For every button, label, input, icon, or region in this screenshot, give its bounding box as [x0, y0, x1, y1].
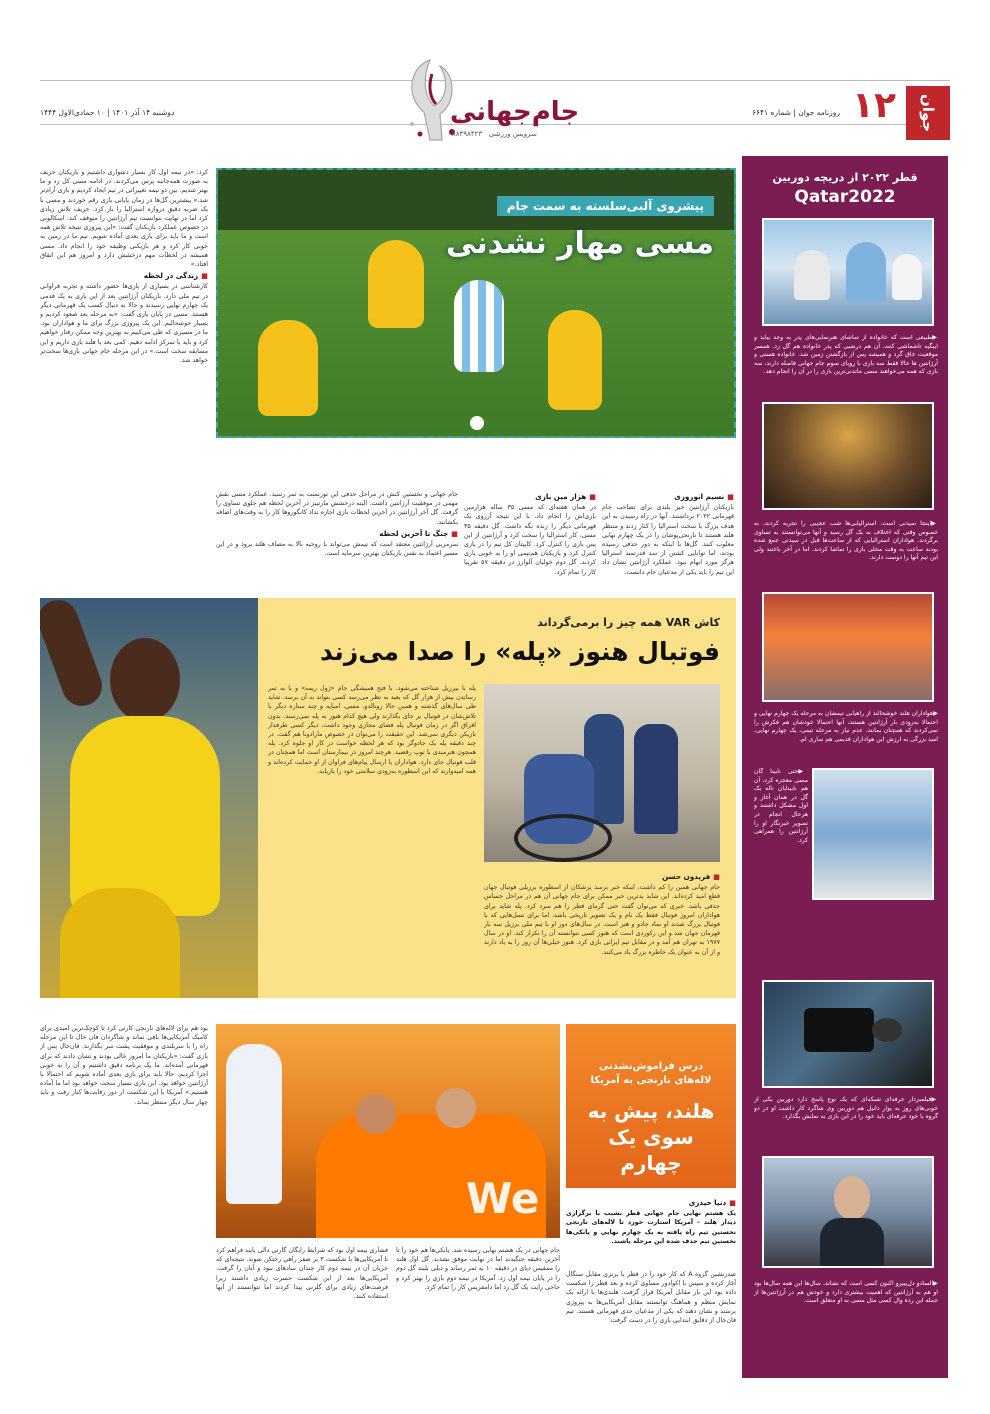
messi-title: مسی مهار نشدنی: [446, 226, 714, 261]
messi-sub-3: ■ زندگی در لحظه: [40, 271, 208, 280]
messi-col-4-text: کرد: «در نیمه اول کار بسیار دشواری داشتیم و بازیکنان حریف به صورت همه‌جانبه پرس می‌کردند. در ادامه مسی کل زد و ما بهتر شدیم. بین دو نیمه تغییراتی در تیم ایجاد کردیم و بازی آرام‌تر شد.» بیشترین گل‌ها در زمان پایانی بازی رقم خوردند و مسی با یک ضربه دقیق دروازه استرالیا را باز کرد. حریف تلاش زیادی کرد اما در نهایت نتوانست تیم آرژانتین را متوقف کند. اسکالونی در خصوص عملکرد بازیکنان گفت: «این پیروزی نتیجه تلاش همه است و ما باید برای بازی بعدی آماده شویم. تیم ما در زمین به خوبی کار کرد و هر بازیکنی وظیفه خود را انجام داد. مسی همیشه در لحظات مهم درخشش دارد و امروز هم این اتفاق افتاد.»: [40, 169, 208, 269]
sidebar-photo-blind-fan: [812, 768, 934, 900]
sidebar-photo-sydney-fans: [762, 402, 934, 510]
netherlands-col-2-text: جام جهانی در یک هشتم نهایی رسیده شد. یانکی‌ها هم خود را تا آخرین دقیقه جنگیدند اما در نهایت موفق نشدند. گل اول هلند را ممفیس دپای در دقیقه ۱۰ به ثمر رساند و دیلی بلیند گل دوم را در پایان نیمه اول زد. آمریکا در نیمه دوم بازی را بهتر کرد و حاجی رایت یک گل زد اما دامفریس کار را تمام کرد.: [396, 1247, 560, 1291]
pele-col-1: [268, 684, 476, 990]
sidebar-caption-3: ▶ هواداران هلند خوشحالند از راهیابی تیمشان به مرحله یک چهارم نهایی و احتمالا به‌زودی بار آرژانتین هستند، آنها احتمالا خودشان هم فکرش را نمی‌کردند که همچنان بمانند. عدم نیاز به مرحله تیمی، یک چهارم نهایی، امید بزرگی به ارزش این هواداران قدیمی هم ساری ام.: [754, 710, 938, 754]
messi-col-2: [464, 490, 596, 590]
netherlands-title: هلند، پیش به سوی یک چهارم: [587, 1099, 715, 1175]
messi-hero-photo: [216, 168, 736, 438]
pele-author: ■ فریدون حسن: [484, 872, 720, 881]
section-title: جام‌جهانی: [450, 97, 580, 127]
netherlands-col-1: [566, 1270, 736, 1376]
netherlands-col-1-text: صدرنشین گروه A که کار خود را در قطر با برتری مقابل سنگال آغاز کرده و سپس با اکوادور مساوی کرده و بعد قطر را شکست داده بود این بار مقابل آمریکا قرار گرفت. هلندی‌ها با ارائه یک نمایش منظم و هماهنگ توانستند مقابل آمریکایی‌ها به پیروزی برسند و نشان دهند که یکی از مدعیان جدی قهرمانی هستند. تیم فان‌خال از دقایق ابتدایی بازی را در دست گرفت.: [566, 1271, 736, 1325]
pele-title: فوتبال هنوز «پله» را صدا می‌زند: [319, 637, 720, 666]
section-sub-info: [452, 130, 537, 138]
netherlands-author: ■ دنیا حیدری: [566, 1198, 736, 1207]
sidebar-photo-family: [762, 218, 934, 326]
date-info: دوشنبه ۱۴ آذر ۱۴۰۱ | ۱۰ جمادی‌الاول ۱۴۴۴: [40, 108, 175, 117]
netherlands-col-4: [40, 1024, 208, 1376]
sidebar-caption-2: ▶ اینجا سیدنی است، استرالیایی‌ها شب عجیبی را تجربه کردند، به خصوص وقتی که اختلاف به یک گل رسید و آنها می‌توانستند به تساوی برگردند. هواداران استرالیایی که از ساعت‌ها قبل در سیدنی جمع شده بودند ساعت به وقت محلی بازی را تماشا کردند. اما در آخر باختند ولی این تیم آنها را دوست دارند.: [754, 520, 938, 592]
pele-celebration-photo: [40, 598, 258, 998]
netherlands-celebration-photo: [216, 1024, 560, 1238]
messi-sub-1: ■ هزار مین بازی: [464, 492, 596, 501]
messi-col-2-text: در همان هفته‌ای که مسی ۳۵ ساله هزارمین بازی‌اش را انجام داد، با این نتیجه آرزوی یک قهرمانی دیگر را زنده نگه داشت. گل دقیقه ۳۵ مسی، کار استرالیا را سخت کرد و آرژانتین از این پس بازی را کنترل کرد. کاپیتان کل تیم را در بازی کنترل کرد و بازیکنان هم‌تیمی او را به خوبی یاری کردند. گل دوم خولیان آلوارز در دقیقه ۵۷ تقریبا کار را تمام کرد.: [464, 504, 596, 576]
messi-sub-2: ■ جنگ تا آخرین لحظه: [216, 529, 458, 538]
sidebar-title: [752, 170, 938, 208]
messi-kicker: پیشروی آلبی‌سلسته به سمت جام: [497, 196, 714, 216]
netherlands-col-2: [396, 1246, 560, 1376]
sidebar-title-line2: Qatar2022: [794, 187, 896, 207]
sidebar-title-line1: قطر ۲۰۲۲ از دریچه دوربین: [772, 171, 918, 184]
netherlands-col-3: [216, 1246, 388, 1376]
netherlands-lead: [566, 1196, 736, 1268]
messi-col-4b-text: کارشناسی در بسیاری از بازی‌ها حضور داشته و تجربه فراوانی در تیم ملی دارد. بازیکنان آرژانتین بعد از این بازی به یک قدمی یک چهارم نهایی رسیدند و حالا به دنبال کسب یک قهرمانی دیگر هستند. مسی در پایان بازی گفت: «به مرحله بعد صعود کردیم و بسیار خوشحالیم. این یک پیروزی بزرگ برای ما و هواداران بود. ما در مسیری که طی می‌کنیم به بهترین وجه ممکن رفتار خواهیم کرد و باید با تمرکز ادامه دهیم. کمی بعد با هلند بازی داریم و این مسابقه سخت است.» در این مرحله جام جهانی بازی‌ها سخت‌تر خواهد شد.: [40, 283, 208, 365]
sidebar-caption-5: ▶ فیلمبردار حرفه‌ای شبکه‌ای که یک نوع پاسخ دارد دوربین یکی از خوبی‌های روز به یوار دانیل هم دوربین وی شاگرد کار داشت او در دو گروه با خود حرفه‌ای باید خود را در این بازی به نمایش بگذارد.: [754, 1096, 938, 1140]
netherlands-headline-box: [566, 1024, 736, 1188]
messi-col-3b-text: سرمربی آرژانتین معتقد است که تیمش می‌تواند با روحیه بالا به مصاف هلند برود و در این مسیر اعتماد به نفس بازیکنان بهترین سرمایه است.: [216, 541, 458, 558]
pele-article-box: [40, 598, 736, 998]
netherlands-col-3-text: فشاری نیمه اول بود که شرایط رایگان گارتی دالی پاپند فراهم کرد تا آمریکایی‌ها با شکست ۳ بر صفر راهی رختکن شوند. نتیجه‌ای که جریان آن در نیمه دوم کار چندان سادهای نبود و آنان را گرفت. آمریکایی‌ها بعد از این شکست حسرت زیادی داشتند زیرا فرصت‌های زیادی برای گلزنی پیدا کردند اما نتوانستند از آنها استفاده کنند.: [216, 1247, 388, 1301]
netherlands-kicker: درس فراموش‌نشدنی لاله‌های نارنجی به آمریکا: [590, 1061, 712, 1086]
messi-col-4: [40, 168, 208, 578]
netherlands-col-4-text: بود هم برای لاله‌های نارنجی کارتی کرد تا کوچک‌ترین امیدی برای کامبک آمریکایی‌ها باقی نماند و شاگردان فان خال تا این مرحله راه را با سربلندی و موفقیت پشت سر بگذارند. فان‌خال پس از بازی گفت: «بازیکنان ما امروز عالی بودند و نشان دادند که برای قهرمانی آمده‌اند. ما یک برنامه دقیق داشتیم و آن را به خوبی اجرا کردیم. حالا باید برای بازی بعدی آماده شویم که احتمالا با آرژانتین خواهد بود. این بازی بسیار سخت خواهد بود اما ما آماده هستیم.» آمریکا با این شکست از دور رقابت‌ها کنار رفت و باید چهار سال دیگر منتظر بماند.: [40, 1025, 208, 1106]
sidebar-photo-dutch-fans: [762, 592, 934, 702]
pele-hospital-photo: [484, 684, 720, 862]
messi-author: ■ نسیم انوروزی: [602, 492, 734, 501]
we-banner: We: [466, 1174, 540, 1223]
issue-info: روزنامه جوان | شماره ۶۶۴۱: [751, 108, 840, 117]
messi-col-3: [216, 490, 458, 590]
sidebar-caption-1: ▶ طبیعی است که خانواده از تماشای هنرنمایی‌های پدر به وجد بیاید و ابیگیه تاشماشی کنند، آن هم درشبی که پدر خانواده هم گل زد. همسر موقعیت خاق گرد و همیشه پس از بازگشتن زمین شد. خانواده هستی و آرژانتین ها حالا فقط سه بازی با رویای سوم جام جهانی فاصله دارند، سه بازی که همه می‌خواهند مسی ماندنی‌ترین بازی را در آن را انجام دهد.: [754, 334, 938, 396]
photo-sidebar: [742, 156, 948, 1378]
sidebar-photo-cameraman: [762, 980, 934, 1088]
netherlands-lead-text: یک هشتم نهایی جام جهانی قطر نشیب با برگزاری دیدار هلند - آمریکا استارت خورد تا لاله‌های نارنجی نخستین تیم راه یافته به یک چهارم نهایی و یانکی‌ها نخستین تیم حذف شده این مرحله باشند.: [566, 1210, 736, 1245]
messi-col-1: [602, 490, 734, 590]
newspaper-logo: جوان: [906, 86, 950, 140]
pele-kicker: کاش VAR همه چیز را برمی‌گرداند: [537, 616, 720, 629]
sidebar-caption-4: ▶ حتی نابینا گان مسی معجزه کرد، آن هم نابینایان ناله یک گل در همان آغاز و اول مشکل داشتند و هرحال انجام در تصویر خبرنگار او را آرژانتین را همراهی کرد.: [754, 768, 808, 904]
sidebar-photo-del-piero: [762, 1156, 934, 1268]
page-header: [40, 48, 950, 148]
pele-col-1-text: پله با بیرزیل شناخته می‌شود. با فتح همیشگی جام «ژول ریمه» و با به ثمر رساندن بیش از هزار گل که بعید به نظر می‌رسد کسی بتواند به آن برسد. شاید طی سال‌های گذشته و همین حالا رونالدو، مسی، امباپه و چند ستاره دیگر با تلاش‌شان در فوتبال بر جای بگذارند ولی هیچ کدام هنوز به پله نمی‌رسند. بدون افراق اگر در زمان فوتبال پله فضای مجازی وجود داشت، دیگر کسی طرفدار بازیکن دیگری نمی‌شد. این حقیقت را می‌توان در خصوص مارادونا هم گفت. در چند دقیقه پله یک جادوگر بود که هر لحظه خواست در کار او جلوه کرد. پله همچون هنرمندی با توپ رقصید. هرچند امروز در بیمارستان است اما همچنان در قلب فوتبال جای دارد. هواداران با ارسال پیام‌های فراوان از او حمایت کرده‌اند و همه امیدوارند که این اسطوره به‌زودی سلامتی خود را بازیابد.: [268, 685, 476, 775]
messi-col-1-text: بازیکنان آرژانتین خیز بلندی برای تصاحب جام قهرمانی ۲۰۲۲ برداشتند. آنها در راه رسیدن به این هدف بزرگ با سخت استرالیا را کنار زدند و منتظر هلند هستند تا نارنجی‌پوشان را در یک چهارم نهایی مغلوب کنند. گل‌ها با اینکه به دور حذفی رسیده بودند، اما توانایی کشتن از سد قدرتمند استرالیا هرگز مورد ابهام نبود. عملکرد آرژانتین نشان داد این تیم را باید یکی از مدعیان جام دانست.: [602, 504, 734, 576]
pele-col-2: [484, 870, 720, 990]
sub-info-text: سرویس ورزشی: [488, 130, 537, 138]
page-number: ۱۲: [852, 85, 896, 126]
messi-col-3-text: جام جهانی و نخستین کنش در مراحل حذفی این تورنمنت به ثمر رسید. عملکرد مسی نقش مهمی در موفقیت آرژانتین داشت. البته درخشش مارتینز در آخرین لحظه هم جلوی تساوی را گرفت. گل آخر آرژانتین در آخرین لحظات بازی اجازه نداد کانگوروها کار را به وقت‌های اضافه بکشانند.: [216, 491, 458, 526]
header-rule-top: [40, 80, 950, 81]
pele-col-2-text: جام جهانی همین را کم داشت، اینکه خبر برسد پزشکان از اسطوره برزیلی فوتبال جهان قطع امید کرده‌اند. این شاید بدترین خبر ممکن برای جام جهانی آن هم در مراحل حساس حذفی باشد. خبری که می‌توان گفت حتی گرمای قطر را هم سرد کرد. پله شاید برای هواداران امروز فوتبال فقط یک نام و یک تصویر تاریخی باشد، اما برای نسل‌هایی که با فوتبال بزرگ شدند او نماد جادو و هنر است. در سال‌های دور او با تیم ملی برزیل سه بار قهرمان جهان شد و این رکوردی است که هنوز کسی نتوانسته آن را تکرار کند. او در سال ۱۹۷۷ به تهران هم آمد و در مقابل تیم ایرانی بازی کرد. هنوز خیلی‌ها آن روز را به یاد دارند و از آن به عنوان یک خاطره بزرگ یاد می‌کنند.: [484, 884, 720, 956]
sidebar-caption-6: ▶ السادو دل‌پییرو اکنون کسی است که نشاند، سال‌ها این همه سال‌ها بود او هم به آرژانتین که اهمیت بیشتری دارد و خودش هم در آرژانتین‌ها از جمله این رده وال کسی مثل مسی به او متعلق است.: [754, 1280, 938, 1360]
phone-number: ۸۸۴۹۸۴۲۳: [452, 130, 483, 138]
